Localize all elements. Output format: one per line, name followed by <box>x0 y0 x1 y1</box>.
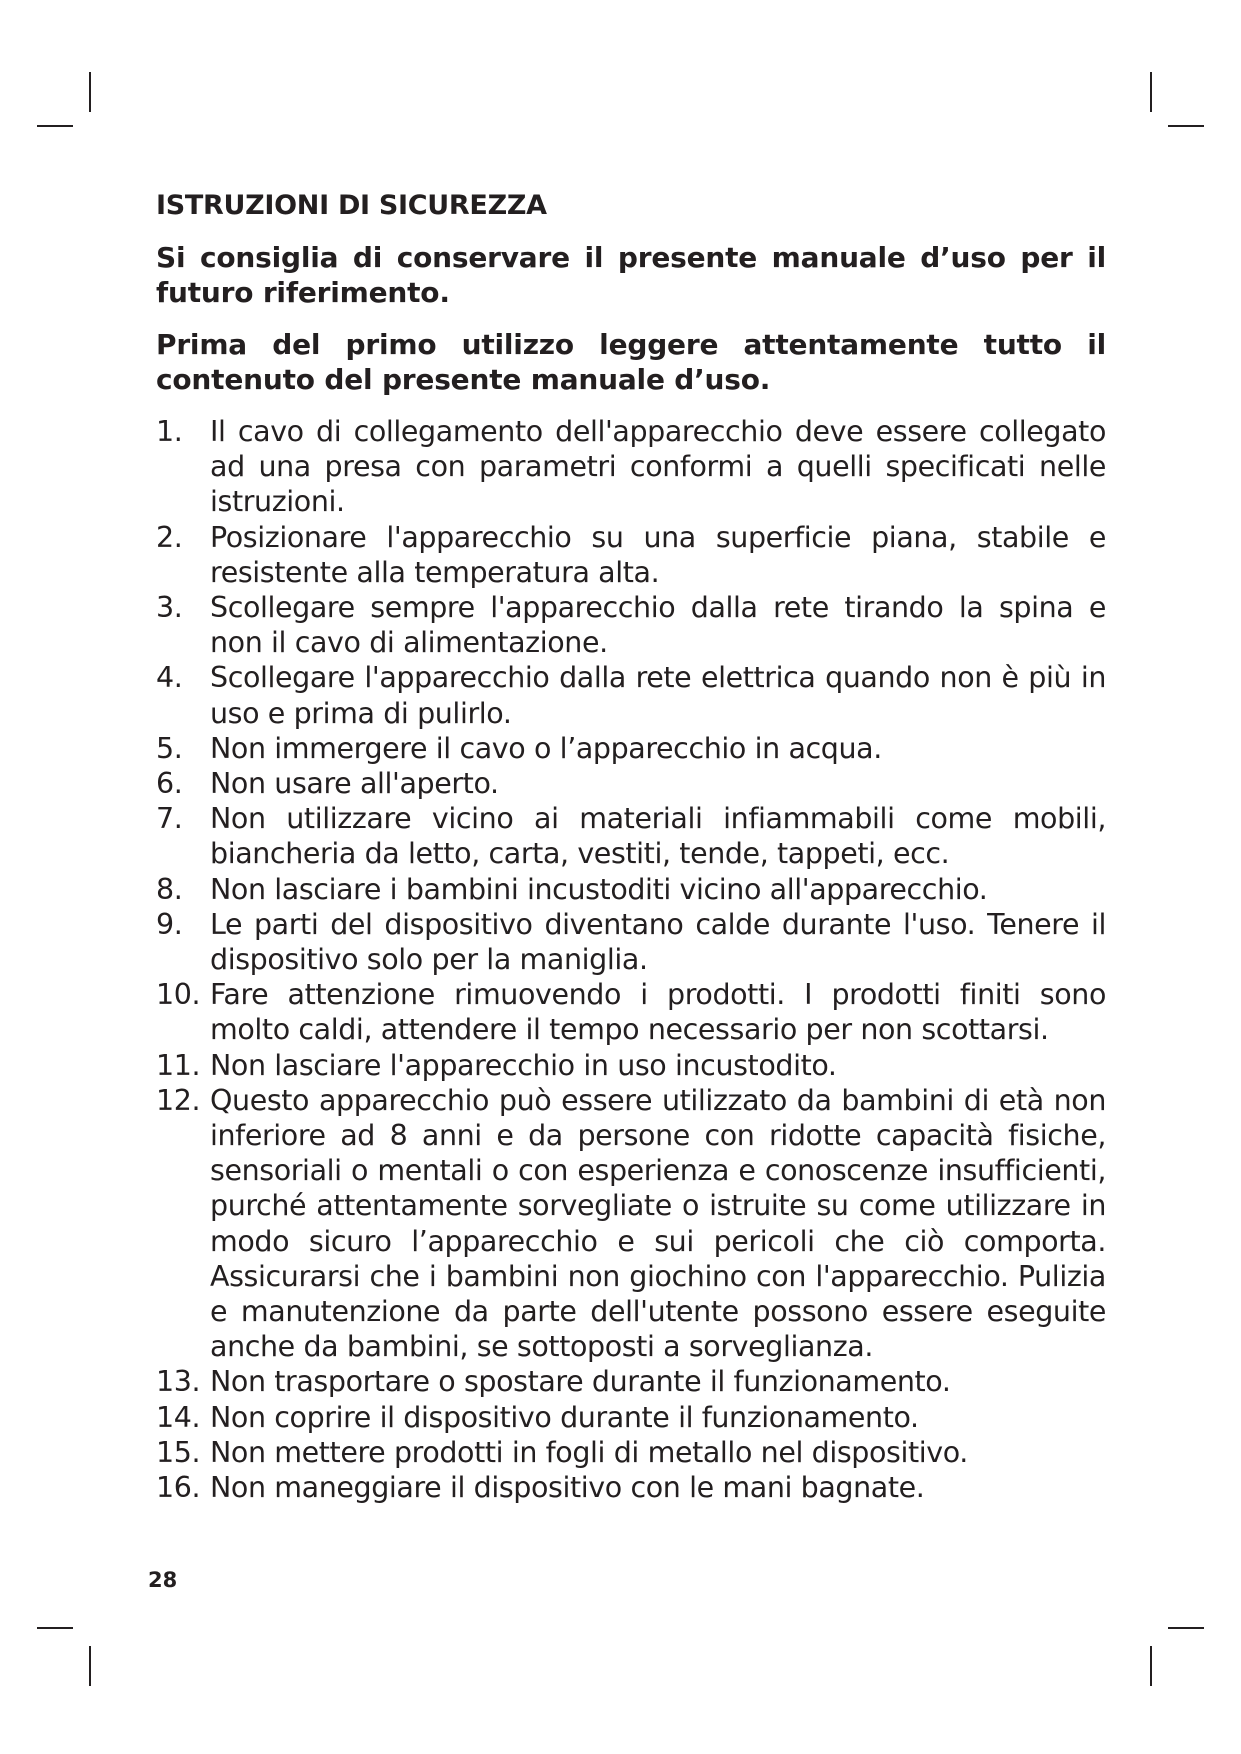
item-number: 3. <box>156 591 183 625</box>
item-number: 9. <box>156 907 183 941</box>
crop-mark-top-right-vertical <box>1150 72 1152 112</box>
list-item <box>156 1470 1106 1505</box>
item-number: 7. <box>156 802 183 836</box>
item-text: Non immergere il cavo o l’apparecchio in acqua. <box>210 731 882 765</box>
item-text: Posizionare l'apparecchio su una superficie piana, stabile e resistente alla temperatura alta. <box>210 520 1106 589</box>
intro-keep-manual: Si consiglia di conservare il presente manuale d’uso per il futuro riferimento. <box>156 241 1106 309</box>
list-item <box>156 1400 1106 1435</box>
list-item <box>156 731 1106 766</box>
list-item <box>156 520 1106 590</box>
item-text: Non utilizzare vicino ai materiali infiammabili come mobili, biancheria da letto, carta, vestiti, tende, tappeti, ecc. <box>210 802 1106 871</box>
item-text: Il cavo di collegamento dell'apparecchio deve essere collegato ad una presa con parametri conformi a quelli specificati nelle istruzioni. <box>210 415 1106 519</box>
list-item <box>156 872 1106 907</box>
item-number: 13. <box>156 1365 201 1399</box>
item-text: Questo apparecchio può essere utilizzato da bambini di età non inferiore ad 8 anni e da persone con ridotte capacità fisiche, sensoriali o mentali o con esperienza e conoscenze insufficienti, purché attentamente sorvegliate o istruite su come utilizzare in modo sicuro l’apparecchio e sui pericoli che ciò comporta. Assicurarsi che i bambini non giochino con l'apparecchio. Pulizia e manutenzione da parte dell'utente possono essere eseguite anche da bambini, se sottoposti a sorveglianza. <box>210 1083 1106 1364</box>
page-number: 28 <box>148 1568 178 1592</box>
section-title: ISTRUZIONI DI SICUREZZA <box>156 190 547 221</box>
item-number: 2. <box>156 520 183 554</box>
page-content <box>156 188 1106 1505</box>
crop-mark-bottom-right-vertical <box>1150 1646 1152 1686</box>
list-item <box>156 1364 1106 1399</box>
item-number: 4. <box>156 661 183 695</box>
item-text: Non lasciare i bambini incustoditi vicino all'apparecchio. <box>210 872 988 906</box>
crop-mark-top-left-vertical <box>89 72 91 112</box>
item-number: 11. <box>156 1048 201 1082</box>
item-text: Non mettere prodotti in fogli di metallo nel dispositivo. <box>210 1435 968 1469</box>
crop-mark-top-left-horizontal <box>37 125 73 127</box>
item-text: Scollegare sempre l'apparecchio dalla rete tirando la spina e non il cavo di alimentazione. <box>210 591 1106 660</box>
item-number: 10. <box>156 978 201 1012</box>
list-item <box>156 766 1106 801</box>
list-item <box>156 1435 1106 1470</box>
item-number: 5. <box>156 731 183 765</box>
item-text: Non lasciare l'apparecchio in uso incustodito. <box>210 1048 837 1082</box>
item-number: 14. <box>156 1400 201 1434</box>
list-item <box>156 1048 1106 1083</box>
item-number: 12. <box>156 1083 201 1117</box>
item-number: 15. <box>156 1435 201 1469</box>
item-number: 1. <box>156 415 183 448</box>
list-item <box>156 1083 1106 1365</box>
crop-mark-bottom-right-horizontal <box>1168 1627 1204 1629</box>
item-text: Scollegare l'apparecchio dalla rete elettrica quando non è più in uso e prima di pulirlo. <box>210 661 1106 730</box>
item-number: 6. <box>156 767 183 801</box>
list-item <box>156 907 1106 977</box>
item-text: Le parti del dispositivo diventano calde durante l'uso. Tenere il dispositivo solo per la maniglia. <box>210 907 1106 977</box>
item-number: 16. <box>156 1471 201 1505</box>
crop-mark-top-right-horizontal <box>1168 125 1204 127</box>
item-number: 8. <box>156 872 183 906</box>
item-text: Non coprire il dispositivo durante il funzionamento. <box>210 1400 919 1434</box>
list-item <box>156 590 1106 660</box>
list-item <box>156 977 1106 1047</box>
item-text: Non maneggiare il dispositivo con le mani bagnate. <box>210 1471 925 1505</box>
crop-mark-bottom-left-vertical <box>89 1646 91 1686</box>
list-item <box>156 660 1106 730</box>
list-item <box>156 801 1106 871</box>
list-item <box>156 414 1106 520</box>
item-text: Non usare all'aperto. <box>210 767 499 801</box>
safety-instructions-list <box>156 414 1106 1505</box>
item-text: Non trasportare o spostare durante il funzionamento. <box>210 1365 951 1399</box>
intro-read-before-use: Prima del primo utilizzo leggere attentamente tutto il contenuto del presente manuale d’uso. <box>156 328 1106 396</box>
item-text: Fare attenzione rimuovendo i prodotti. I prodotti finiti sono molto caldi, attendere il tempo necessario per non scottarsi. <box>210 978 1106 1047</box>
crop-mark-bottom-left-horizontal <box>37 1627 73 1629</box>
